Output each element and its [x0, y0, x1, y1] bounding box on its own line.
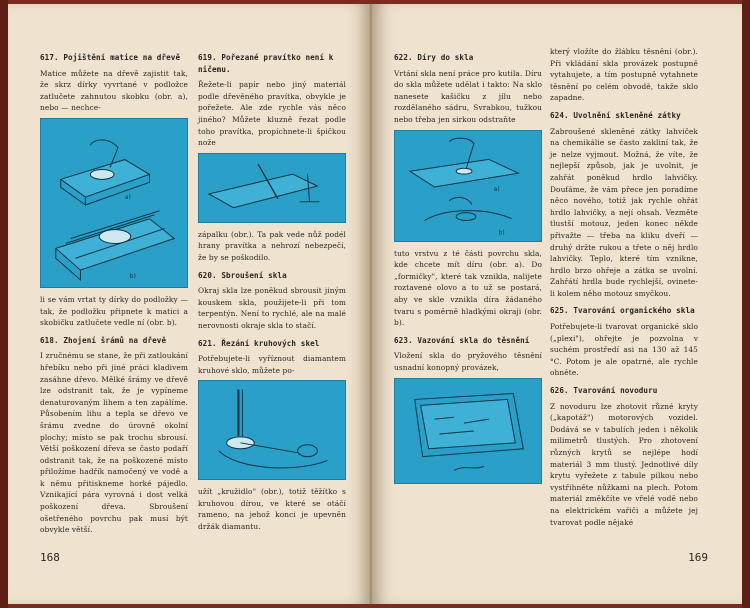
page-number-right: 169 [688, 551, 708, 564]
svg-text:b): b) [129, 273, 137, 280]
paragraph-617a: Matice můžete na dřevě zajistit tak, že skrz dírky vyvrtané v podložce zatlučete zahnutou skobku (obr. a), nebo — nechce- [40, 68, 188, 113]
figure-622-illustration [395, 131, 541, 241]
heading-622: 622. Díry do skla [394, 53, 474, 62]
heading-620: 620. Sbroušení skla [198, 270, 287, 280]
heading-624: 624. Uvolnění skleněné zátky [550, 110, 681, 120]
figure-623-illustration [395, 379, 541, 483]
paragraph-623b: který vložíte do žlábku těsnění (obr.). Při vkládání skla provázek postupně vytahujete, a tím postupně vytahnete těsnění po celém obvodě, takže sklo zapadne. [550, 47, 698, 103]
svg-text:a): a) [493, 186, 500, 193]
paragraph-622b: tuto vrstvu z té části povrchu skla, kde chcete mít díru (obr. a). Do „formičky", které tak vznikla, nalijete roztavené olovo a to už se postará, aby ve skle vznikla díra žádaného tvaru s poměrně hladkými okraji (obr. b). [394, 248, 542, 328]
heading-626: 626. Tvarování novoduru [550, 386, 658, 396]
paragraph-622a: Vrtání skla není práce pro kutila. Díru do skla můžete udělat i takto: Na sklo nanesete kašičku z jílu nebo rozdělaného sádru, Svrabkou, tužkou nebo třeba jen sirkou odstraňte [394, 68, 542, 124]
paragraph-624: Zabroušené skleněné zátky lahviček na chemikálie se často zakliní tak, že je nelze vyjmout. Možná, že víte, že nejlepší způsob, jak je uvolnit, je zahřát poněkud hrdlo lahvičky. Doufáme, že vám přece jen poradíme něco nového, totiž jak rychle ohřát hrdlo lahvičky, a nejí ohsah. Vezměte tlustší motouz, jeden konec někde přivažte — třeba na kliku dveří — druhý držte rukou a třete o něj hrdlo lahvičky. Teplo, které tím vznikne, hrdlo brzo ohřeje a zátka se uvolní. Zahřátí hrdla bude rychlejší, ovinete-li kolem něho motouz smyčkou. [550, 126, 698, 298]
figure-621-illustration [199, 381, 345, 479]
figure-622-diry-do-skla [394, 130, 542, 242]
figure-621-kruzidlo [198, 380, 346, 480]
right-page [372, 4, 742, 604]
paragraph-617b: li se vám vrtat ty dírky do podložky — tak, že podložku připnete k matici a skobičku zatlučete vedle ní (obr. b). [40, 294, 188, 328]
paragraph-621a: Potřebujete-li vyříznout diamantem kruhové sklo, můžete po- [198, 354, 346, 375]
heading-621: 621. Řezání kruhových skel [198, 338, 320, 348]
heading-623: 623. Vazování skla do těsnění [394, 335, 530, 345]
figure-617-matice [40, 118, 188, 288]
right-column-2 [550, 46, 698, 531]
heading-617: 617. Pojištění matice na dřevě [40, 53, 181, 62]
figure-623-tesneni [394, 378, 542, 484]
paragraph-618: I zručnému se stane, že při zatloukání hřebíku nebo při jiné práci kladivem zasáhne dřevo. Mělké šrámy ve dřevě lze odstranit tak, že je vypíneme denaturovaným lihem a ten zapálíme. Působením lihu a tepla se dřevo ve šrámu zvedne do úrovně okolní plochy; místo se pak trochu sbrousí. Větší poškození dřeva se často podaří odstranit tak, že na poškozené místo přiložíme hadřík namočený ve vodě a k němu přitiskneme horké pájedlo. Vznikající pára vyrovná i dost velká poškození dřeva. Sbroušení ošetřeného povrchu pak musí být obvykle větší. [40, 351, 188, 535]
paragraph-619a: Řežete-li papír nebo jiný materiál podle dřevěného pravítka, obvykle je pořežete. Ale zde rychle vás něco jiného? Můžete kluzně řezat podle toho pravítka, propíchnete-li špičkou nože [198, 80, 346, 148]
book-spread [8, 4, 742, 604]
svg-text:a): a) [124, 195, 131, 202]
paragraph-623: Vložení skla do pryžového těsnění usnadní konopný provázek, [394, 351, 542, 372]
figure-617-illustration [41, 119, 187, 287]
figure-619-pravitko [198, 153, 346, 223]
left-column-2 [198, 46, 346, 536]
book-cover-edge-left [0, 0, 8, 608]
heading-618: 618. Zhojení šrámů na dřevě [40, 335, 167, 345]
heading-619: 619. Pořezané pravítko není k ničemu. [198, 53, 334, 74]
paragraph-621b: užít „kružidlo" (obr.), totiž těžítko s kruhovou dírou, ve které se otáčí rameno, na jehož konci je upevněn držák diamantu. [198, 487, 346, 532]
paragraph-625: Potřebujete-li tvarovat organické sklo („plexi"), ohřejte je pozvolna v suchém prostředí asi na 130 až 145 °C. Potom je ale opatrné, ale rychle ohněte. [550, 322, 698, 378]
paragraph-619b: zápalku (obr.). Ta pak vede nůž podél hrany pravítka a nehrozí nebezpečí, že by se poškodilo. [198, 229, 346, 262]
left-column-1 [40, 46, 188, 539]
svg-text:b): b) [498, 229, 505, 236]
left-page [8, 4, 370, 604]
paragraph-620: Okraj skla lze poněkud sbrousit jiným kouskem skla, použijete-li při tom terpentýn. Není to rychlé, ale na malé nerovnosti okraje skla to stačí. [198, 286, 346, 330]
page-number-left: 168 [40, 551, 60, 564]
heading-625: 625. Tvarování organického skla [550, 306, 695, 316]
figure-619-illustration [199, 154, 345, 222]
book-cover-edge-right [742, 0, 750, 608]
right-column-1 [394, 46, 542, 490]
paragraph-626: Z novoduru lze zhotovit různé kryty („kapotáž") motorových vozidel. Dodává se v tabulích jeden i několik milimetrů tlustých. Pro zhotovení různých krytů se nejlépe hodí materiál 3 mm tlustý. Jednotlivé díly krytu vyřežete z tabule pilkou nebo vystřihněte nůžkami na plech. Potom materiál změkčíte ve vřelé vodě nebo na elektrickém vařiči a můžete jej tvarovat podle nějaké [550, 401, 698, 527]
